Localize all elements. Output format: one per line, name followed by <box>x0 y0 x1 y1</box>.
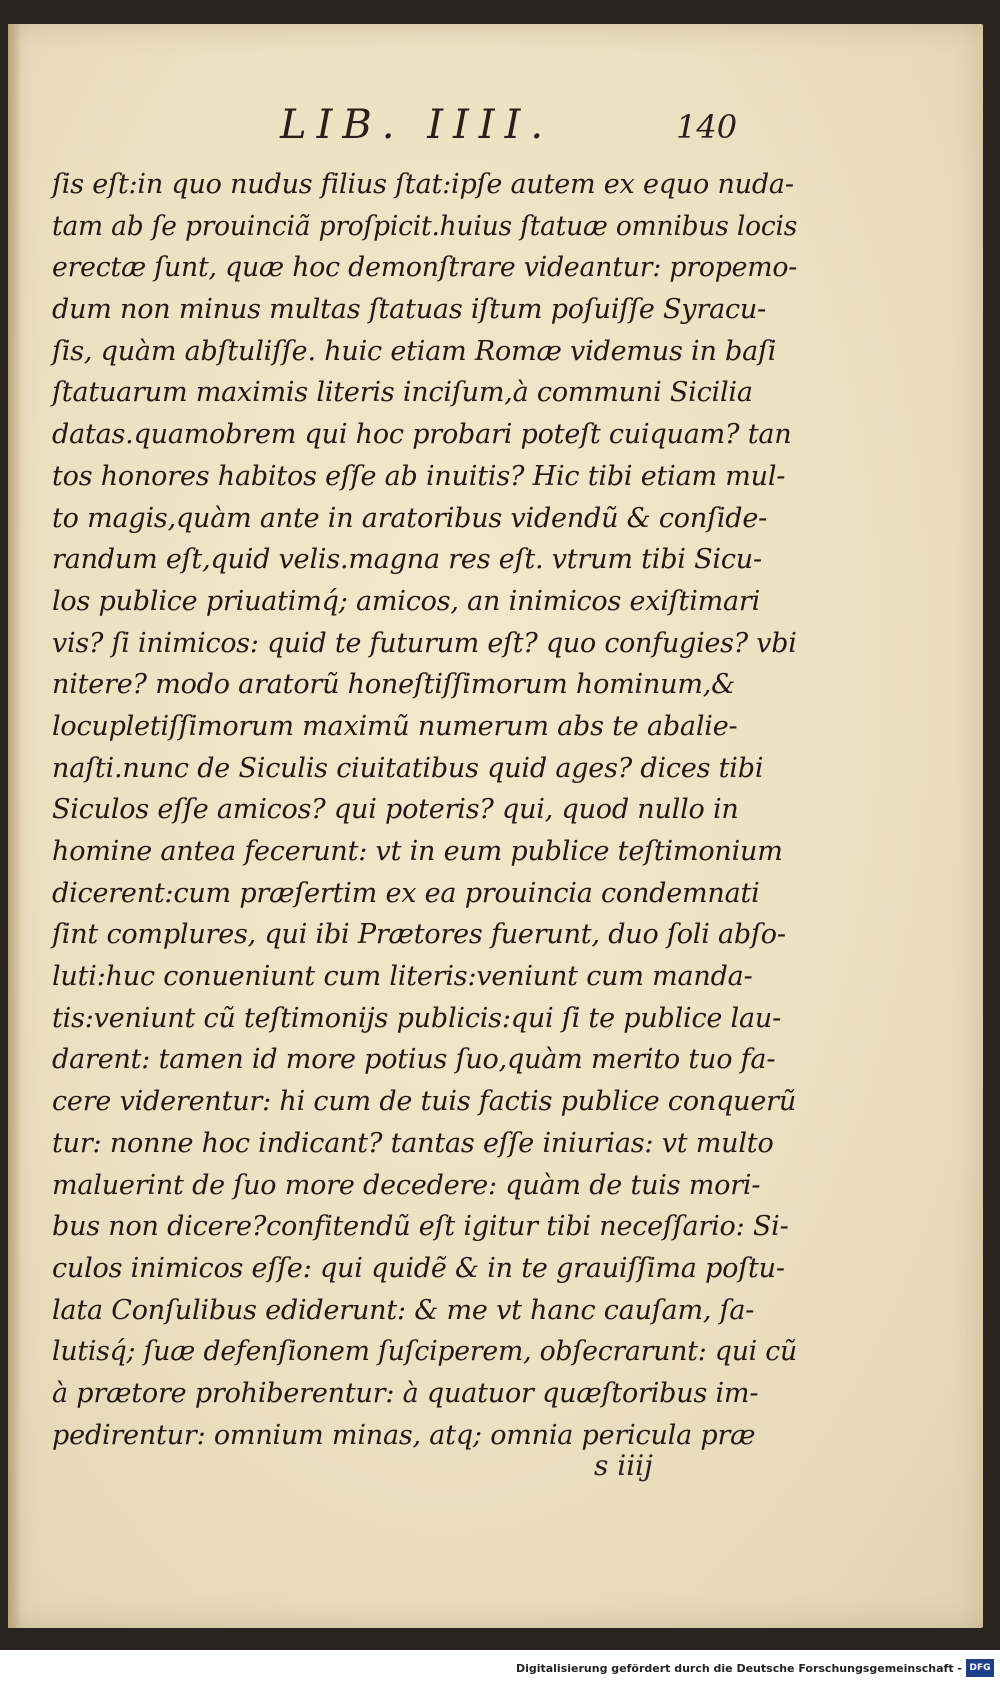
body-text <box>52 164 797 1456</box>
page-gutter-shadow <box>8 24 22 1628</box>
text-line: to magis,quàm ante in aratoribus videndũ & conſide- <box>52 502 768 534</box>
text-line: maluerint de ſuo more decedere: quàm de tuis mori- <box>52 1169 761 1201</box>
text-line: culos inimicos eſſe: qui quidẽ & in te grauiſſima poſtu- <box>52 1252 785 1284</box>
text-line: lutisq́; ſuæ defenſionem ſuſciperem, obſecrarunt: qui cũ <box>52 1336 798 1368</box>
text-line: ſis eſt:in quo nudus filius ſtat:ipſe autem ex equo nuda- <box>52 169 794 200</box>
text-line: tos honores habitos eſſe ab inuitis? Hic tibi etiam mul- <box>52 460 786 492</box>
text-line: luti:huc conueniunt cum literis:veniunt cum manda- <box>52 961 753 993</box>
text-line: erectæ ſunt, quæ hoc demonſtrare videantur: propemo- <box>52 252 798 284</box>
text-line: Siculos eſſe amicos? qui poteris? qui, quod nullo in <box>52 794 739 826</box>
text-line: naſti.nunc de Siculis ciuitatibus quid ages? dices tibi <box>52 752 764 784</box>
footer-strip <box>0 1650 1000 1691</box>
text-line: los publice priuatimq́; amicos, an inimicos exiſtimari <box>52 585 761 617</box>
digitization-credit: Digitalisierung gefördert durch die Deutsche Forschungsgemeinschaft - <box>515 1662 962 1675</box>
book-page <box>8 24 983 1628</box>
text-line: cere viderentur: hi cum de tuis factis publice conquerũ <box>52 1086 797 1118</box>
text-line: locupletiſſimorum maximũ numerum abs te abalie- <box>52 710 738 742</box>
text-line: vis? ſi inimicos: quid te futurum eſt? quo confugies? vbi <box>52 627 797 659</box>
text-line: tur: nonne hoc indicant? tantas eſſe iniurias: vt multo <box>52 1127 774 1159</box>
text-line: dum non minus multas ſtatuas iſtum poſuiſſe Syracu- <box>52 294 767 326</box>
text-line: à prætore prohiberentur: à quatuor quæſtoribus im- <box>52 1377 759 1409</box>
text-line: bus non dicere?confitendũ eſt igitur tibi neceſſario: Si- <box>52 1211 789 1243</box>
signature-mark: s iiij <box>594 1449 653 1482</box>
text-line: homine antea fecerunt: vt in eum publice teſtimonium <box>52 836 783 867</box>
text-line: nitere? modo aratorũ honeſtiſſimorum hominum,& <box>52 669 735 701</box>
page-header <box>8 102 983 162</box>
running-head: LIB. IIII. <box>280 102 554 148</box>
text-line: dicerent:cum præſertim ex ea prouincia condemnati <box>52 877 760 909</box>
text-line: tam ab ſe prouinciã proſpicit.huius ſtatuæ omnibus locis <box>52 210 798 242</box>
text-line: datas.quamobrem qui hoc probari poteſt cuiquam? tan <box>52 419 792 451</box>
text-line: tis:veniunt cũ teſtimonijs publicis:qui ſi te publice lau- <box>52 1002 782 1034</box>
folio-number: 140 <box>676 108 738 146</box>
dfg-logo-icon: DFG <box>966 1659 994 1677</box>
text-line: ſint complures, qui ibi Prætores fuerunt, duo ſoli abſo- <box>52 919 786 951</box>
text-line: pedirentur: omnium minas, atq; omnia pericula præ <box>52 1419 756 1451</box>
text-line: darent: tamen id more potius ſuo,quàm merito tuo fa- <box>52 1044 776 1076</box>
text-line: randum eſt,quid velis.magna res eſt. vtrum tibi Sicu- <box>52 544 762 576</box>
text-line: ſis, quàm abſtuliſſe. huic etiam Romæ videmus in baſi <box>52 335 777 367</box>
text-line: lata Conſulibus ediderunt: & me vt hanc cauſam, ſa- <box>52 1294 755 1326</box>
text-line: ſtatuarum maximis literis inciſum,à communi Sicilia <box>52 377 753 409</box>
